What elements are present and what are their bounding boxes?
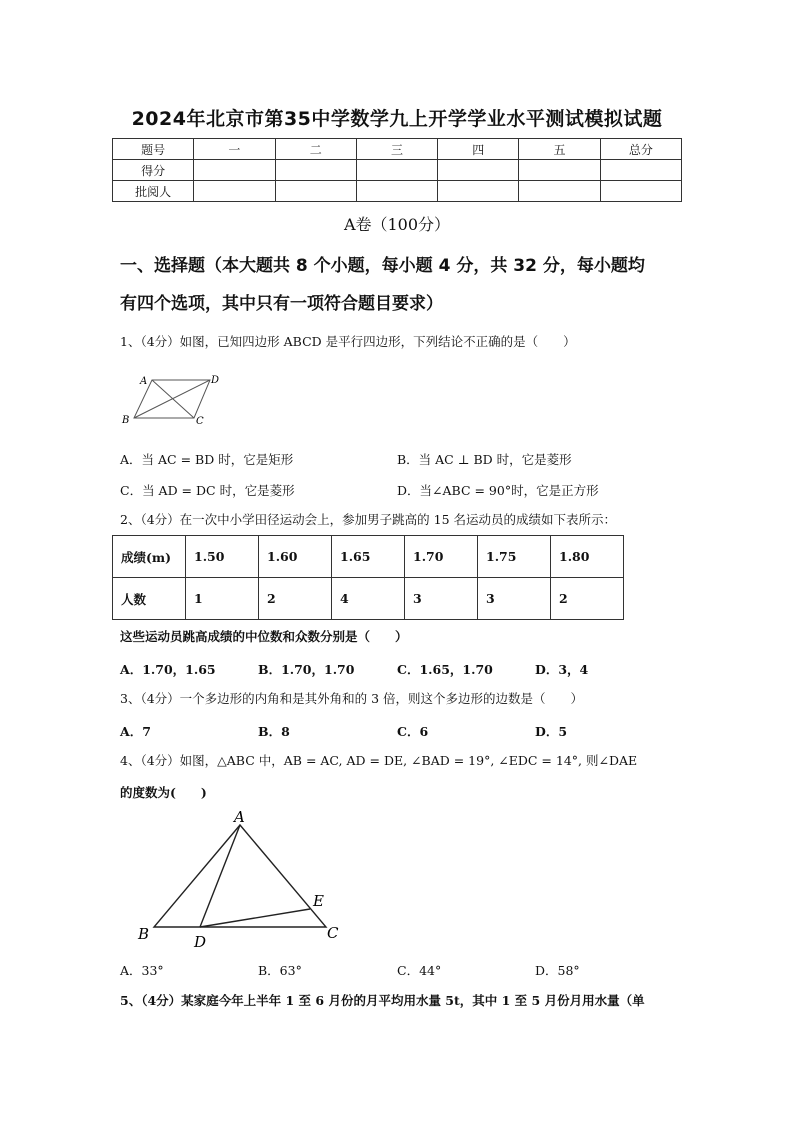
table-row xyxy=(113,181,682,202)
table-cell xyxy=(356,160,437,181)
q3-option-d: D．5 xyxy=(535,724,568,739)
table-cell: 五 xyxy=(519,139,600,160)
table-cell xyxy=(438,160,519,181)
q4-option-b: B．63° xyxy=(258,963,302,978)
table-cell: 1.60 xyxy=(259,536,332,578)
table-cell: 成绩(m) xyxy=(113,536,186,578)
table-row xyxy=(113,536,624,578)
table-cell: 一 xyxy=(194,139,275,160)
table-cell: 人数 xyxy=(113,578,186,620)
q1-label-d: D xyxy=(211,375,220,386)
q4-label-d: D xyxy=(194,933,207,951)
q2-results-table xyxy=(112,535,624,620)
q1-option-b: B．当 AC ⊥ BD 时，它是菱形 xyxy=(397,452,572,467)
table-cell: 二 xyxy=(275,139,356,160)
table-cell: 1.75 xyxy=(478,536,551,578)
q1-option-d: D．当∠ABC = 90°时，它是正方形 xyxy=(397,483,599,498)
q3-stem: 3、（4分）一个多边形的内角和是其外角和的 3 倍，则这个多边形的边数是（ ） xyxy=(120,691,584,706)
q2-option-d: D．3，4 xyxy=(535,662,589,677)
table-cell xyxy=(275,181,356,202)
q3-option-b: B．8 xyxy=(258,724,290,739)
score-table xyxy=(112,138,682,202)
q4-label-e: E xyxy=(313,892,324,910)
table-cell: 批阅人 xyxy=(113,181,194,202)
table-cell: 得分 xyxy=(113,160,194,181)
q4-option-d: D．58° xyxy=(535,963,580,978)
q4-stem: 4、（4分）如图，△ABC 中，AB = AC, AD = DE, ∠BAD = 19°, ∠EDC = 14°, 则∠DAE xyxy=(120,753,638,768)
table-row xyxy=(113,578,624,620)
table-cell: 2 xyxy=(551,578,624,620)
q1-option-c: C．当 AD = DC 时，它是菱形 xyxy=(120,483,295,498)
q4-stem-continued: 的度数为( ) xyxy=(120,785,207,800)
table-cell: 3 xyxy=(405,578,478,620)
table-cell xyxy=(194,181,275,202)
table-cell: 总分 xyxy=(600,139,681,160)
table-cell: 四 xyxy=(438,139,519,160)
q2-stem: 2、（4分）在一次中小学田径运动会上，参加男子跳高的 15 名运动员的成绩如下表所示： xyxy=(120,512,617,527)
table-cell: 4 xyxy=(332,578,405,620)
q5-stem: 5、（4分）某家庭今年上半年 1 至 6 月份的月平均用水量 5t，其中 1 至 5 月份月用水量（单 xyxy=(120,993,645,1008)
table-cell: 1.65 xyxy=(332,536,405,578)
table-cell xyxy=(275,160,356,181)
q4-label-b: B xyxy=(138,925,150,943)
q4-figure xyxy=(130,805,360,955)
q4-label-a: A xyxy=(234,808,245,826)
q1-option-a: A．当 AC = BD 时，它是矩形 xyxy=(120,452,294,467)
table-cell xyxy=(438,181,519,202)
table-cell xyxy=(600,181,681,202)
q1-label-b: B xyxy=(122,415,130,426)
q4-label-c: C xyxy=(327,924,339,942)
table-cell: 1.80 xyxy=(551,536,624,578)
table-cell: 1 xyxy=(186,578,259,620)
table-row xyxy=(113,160,682,181)
q3-option-a: A．7 xyxy=(120,724,151,739)
table-row xyxy=(113,139,682,160)
q1-stem: 1、（4分）如图，已知四边形 ABCD 是平行四边形，下列结论不正确的是（ ） xyxy=(120,334,576,349)
q1-label-c: C xyxy=(196,416,204,427)
part1-heading-line2: 有四个选项，其中只有一项符合题目要求） xyxy=(120,294,443,314)
table-cell: 题号 xyxy=(113,139,194,160)
q1-figure xyxy=(118,368,228,428)
table-cell xyxy=(519,160,600,181)
table-cell xyxy=(519,181,600,202)
table-cell xyxy=(356,181,437,202)
q2-option-b: B．1.70，1.70 xyxy=(258,662,355,677)
table-cell xyxy=(194,160,275,181)
q4-option-a: A．33° xyxy=(120,963,164,978)
table-cell: 1.70 xyxy=(405,536,478,578)
q3-option-c: C．6 xyxy=(397,724,429,739)
table-cell: 2 xyxy=(259,578,332,620)
page-title: 2024年北京市第35中学数学九上开学学业水平测试模拟试题 xyxy=(131,108,663,130)
table-cell: 三 xyxy=(356,139,437,160)
table-cell xyxy=(600,160,681,181)
table-cell: 3 xyxy=(478,578,551,620)
q2-option-a: A．1.70，1.65 xyxy=(120,662,216,677)
q2-option-c: C．1.65，1.70 xyxy=(397,662,493,677)
table-cell: 1.50 xyxy=(186,536,259,578)
q2-follow: 这些运动员跳高成绩的中位数和众数分别是（ ） xyxy=(120,629,408,644)
q1-label-a: A xyxy=(140,376,148,387)
section-a-title: A卷（100分） xyxy=(343,215,451,234)
part1-heading-line1: 一、选择题（本大题共 8 个小题，每小题 4 分，共 32 分，每小题均 xyxy=(120,256,645,276)
q4-option-c: C．44° xyxy=(397,963,442,978)
